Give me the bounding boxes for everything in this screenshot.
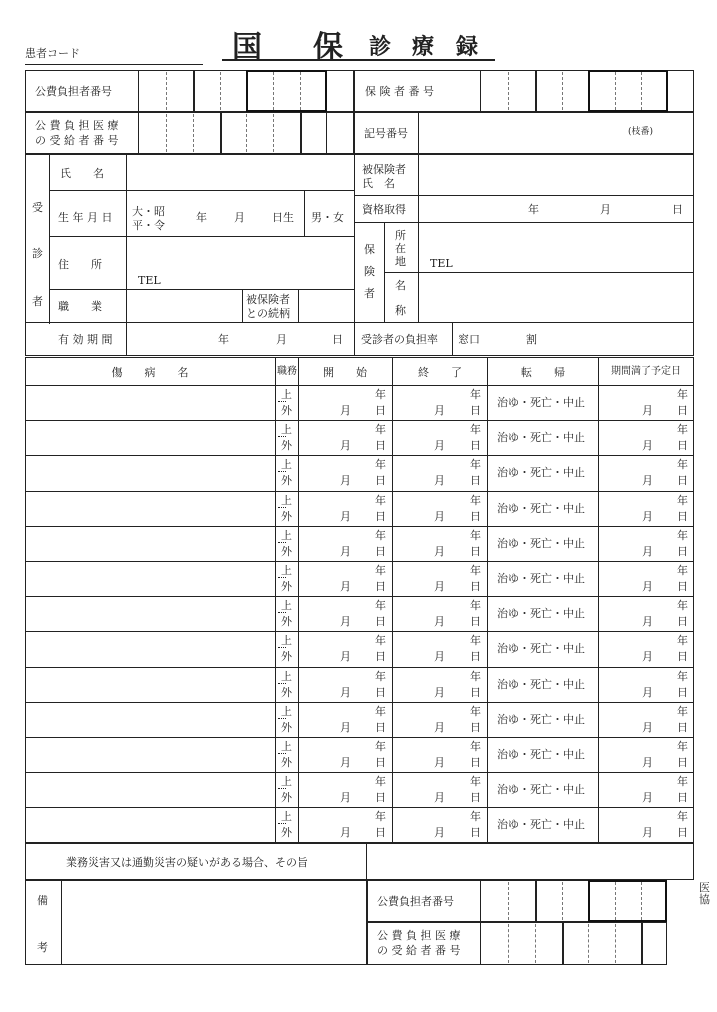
expiry-day-label: 日 <box>677 544 688 558</box>
insurer-number-check-box[interactable] <box>588 70 668 112</box>
end-month-label: 月 <box>434 756 445 769</box>
header-expiry: 期間満了予定日 <box>611 366 681 377</box>
expiry-month-label: 月 <box>642 580 653 593</box>
end-day-label: 日 <box>470 615 481 629</box>
disease-row <box>25 631 694 666</box>
end-year-label: 年 <box>470 423 481 437</box>
duty-dot <box>278 647 286 648</box>
expiry-year-label: 年 <box>677 669 688 683</box>
qualification-month-label: 月 <box>600 203 611 216</box>
end-day-label: 日 <box>470 509 481 523</box>
expiry-year-label: 年 <box>677 423 688 437</box>
start-year-label: 年 <box>375 458 386 472</box>
outcome-options: 治ゆ・死亡・中止 <box>497 712 585 726</box>
ins-side-char-3: 者 <box>364 287 375 300</box>
end-month-label: 月 <box>434 650 445 664</box>
namecol-char-1: 名 <box>395 279 406 292</box>
duty-lower-label: 外 <box>281 791 292 805</box>
expiry-month-label: 月 <box>642 439 653 453</box>
expiry-month-label: 月 <box>642 756 653 769</box>
location-char-1: 所 <box>395 229 406 242</box>
start-month-label: 月 <box>340 791 351 805</box>
header-disease-name: 傷 病 名 <box>111 366 189 379</box>
expiry-month-label: 月 <box>642 544 653 558</box>
header-start: 開 始 <box>323 366 367 379</box>
patient-side-char-3: 者 <box>32 295 43 308</box>
patient-side-char-1: 受 <box>32 201 43 214</box>
disease-row <box>25 561 694 596</box>
end-day-label: 日 <box>470 826 481 840</box>
expiry-month-label: 月 <box>642 720 653 734</box>
duty-upper-label: 上 <box>281 740 292 753</box>
birth-month-label: 月 <box>234 211 245 224</box>
expiry-year-label: 年 <box>677 493 688 507</box>
start-year-label: 年 <box>375 704 386 718</box>
qualification-label: 資格取得 <box>362 203 406 216</box>
remarks-label-bottom: 考 <box>37 941 48 954</box>
duty-dot <box>278 612 286 613</box>
start-year-label: 年 <box>375 740 386 753</box>
title-char-5: 録 <box>456 34 479 60</box>
end-year-label: 年 <box>470 458 481 472</box>
end-year-label: 年 <box>470 493 481 507</box>
end-day-label: 日 <box>470 439 481 453</box>
disease-row <box>25 807 694 842</box>
patient-side-char-2: 診 <box>32 247 43 260</box>
header-duty: 職務 <box>277 366 297 377</box>
window-label: 窓口 <box>458 333 480 346</box>
remarks-recipient-line-2: の 受 給 者 番 号 <box>377 944 461 957</box>
start-month-label: 月 <box>340 756 351 769</box>
ins-side-char-1: 保 <box>364 243 375 256</box>
relation-line-2: との続柄 <box>246 307 290 320</box>
duty-dot <box>278 471 286 472</box>
disease-row <box>25 385 694 420</box>
disease-row-divider <box>25 491 694 492</box>
duty-dot <box>278 788 286 789</box>
era-line-2: 平・令 <box>132 219 165 232</box>
duty-dot <box>278 436 286 437</box>
expiry-day-label: 日 <box>677 685 688 699</box>
expiry-day-label: 日 <box>677 404 688 417</box>
era-line-1: 大・昭 <box>132 205 165 218</box>
side-mark-2: 協 <box>699 893 710 906</box>
expiry-year-label: 年 <box>677 704 688 718</box>
outcome-options: 治ゆ・死亡・中止 <box>497 783 585 797</box>
expiry-day-label: 日 <box>677 720 688 734</box>
end-year-label: 年 <box>470 564 481 577</box>
disease-row <box>25 702 694 737</box>
header-outcome: 転 帰 <box>521 366 565 379</box>
end-month-label: 月 <box>434 791 445 805</box>
disease-row <box>25 420 694 455</box>
duty-upper-label: 上 <box>281 775 292 789</box>
expiry-year-label: 年 <box>677 740 688 753</box>
end-month-label: 月 <box>434 615 445 629</box>
start-day-label: 日 <box>375 509 386 523</box>
end-day-label: 日 <box>470 474 481 488</box>
outcome-options: 治ゆ・死亡・中止 <box>497 748 585 761</box>
end-day-label: 日 <box>470 404 481 417</box>
duty-upper-label: 上 <box>281 423 292 437</box>
duty-lower-label: 外 <box>281 509 292 523</box>
end-year-label: 年 <box>470 669 481 683</box>
remarks-label-top: 備 <box>37 894 48 907</box>
duty-upper-label: 上 <box>281 528 292 542</box>
duty-lower-label: 外 <box>281 685 292 699</box>
duty-upper-label: 上 <box>281 704 292 718</box>
start-month-label: 月 <box>340 404 351 417</box>
duty-upper-label: 上 <box>281 599 292 613</box>
start-month-label: 月 <box>340 544 351 558</box>
disease-row-divider <box>25 631 694 632</box>
start-day-label: 日 <box>375 580 386 593</box>
end-day-label: 日 <box>470 580 481 593</box>
outcome-options: 治ゆ・死亡・中止 <box>497 501 585 515</box>
end-year-label: 年 <box>470 388 481 401</box>
expiry-year-label: 年 <box>677 810 688 824</box>
disease-row <box>25 455 694 490</box>
expiry-day-label: 日 <box>677 615 688 629</box>
name-label: 氏 名 <box>60 167 104 180</box>
duty-lower-label: 外 <box>281 544 292 558</box>
duty-lower-label: 外 <box>281 474 292 488</box>
duty-lower-label: 外 <box>281 756 292 769</box>
start-month-label: 月 <box>340 685 351 699</box>
occupation-label: 職 業 <box>58 300 102 313</box>
title-char-1: 国 <box>232 30 264 65</box>
disease-row <box>25 772 694 807</box>
start-day-label: 日 <box>375 756 386 769</box>
expiry-month-label: 月 <box>642 404 653 417</box>
duty-dot <box>278 823 286 824</box>
disease-row-divider <box>25 702 694 703</box>
start-month-label: 月 <box>340 580 351 593</box>
start-year-label: 年 <box>375 775 386 789</box>
qualification-day-label: 日 <box>672 203 683 216</box>
end-year-label: 年 <box>470 810 481 824</box>
title-char-3: 診 <box>369 34 392 60</box>
disease-row-divider <box>25 772 694 773</box>
start-year-label: 年 <box>375 669 386 683</box>
title-char-4: 療 <box>412 34 435 60</box>
outcome-options: 治ゆ・死亡・中止 <box>497 466 585 480</box>
duty-dot <box>278 753 286 754</box>
remarks-box <box>25 880 367 965</box>
patient-code-underline <box>25 64 203 65</box>
end-day-label: 日 <box>470 650 481 664</box>
start-month-label: 月 <box>340 439 351 453</box>
start-year-label: 年 <box>375 634 386 648</box>
address-tel-label: TEL <box>138 274 161 287</box>
expiry-day-label: 日 <box>677 439 688 453</box>
disease-row-divider <box>25 420 694 421</box>
start-year-label: 年 <box>375 528 386 542</box>
end-day-label: 日 <box>470 791 481 805</box>
end-month-label: 月 <box>434 404 445 417</box>
duty-lower-label: 外 <box>281 439 292 453</box>
end-month-label: 月 <box>434 439 445 453</box>
expiry-year-label: 年 <box>677 634 688 648</box>
disease-row <box>25 526 694 561</box>
expiry-year-label: 年 <box>677 564 688 577</box>
disease-row-divider <box>25 737 694 738</box>
start-day-label: 日 <box>375 720 386 734</box>
start-month-label: 月 <box>340 615 351 629</box>
end-day-label: 日 <box>470 720 481 734</box>
expiry-day-label: 日 <box>677 509 688 523</box>
expiry-month-label: 月 <box>642 650 653 664</box>
outcome-options: 治ゆ・死亡・中止 <box>497 642 585 656</box>
namecol-char-2: 称 <box>395 304 406 317</box>
expiry-day-label: 日 <box>677 474 688 488</box>
start-day-label: 日 <box>375 439 386 453</box>
title-char-2: 保 <box>313 30 345 65</box>
end-year-label: 年 <box>470 528 481 542</box>
start-year-label: 年 <box>375 564 386 577</box>
start-month-label: 月 <box>340 650 351 664</box>
end-month-label: 月 <box>434 580 445 593</box>
outcome-options: 治ゆ・死亡・中止 <box>497 572 585 585</box>
ins-side-char-2: 険 <box>364 265 375 278</box>
birth-day-label: 日生 <box>272 211 294 224</box>
start-day-label: 日 <box>375 826 386 840</box>
wari-label: 割 <box>526 333 537 346</box>
expiry-year-label: 年 <box>677 599 688 613</box>
expiry-day-label: 日 <box>677 650 688 664</box>
symbol-number-label: 記号番号 <box>364 127 408 140</box>
end-day-label: 日 <box>470 685 481 699</box>
duty-dot <box>278 683 286 684</box>
start-day-label: 日 <box>375 474 386 488</box>
end-year-label: 年 <box>470 634 481 648</box>
valid-year-label: 年 <box>218 333 229 346</box>
end-day-label: 日 <box>470 544 481 558</box>
start-day-label: 日 <box>375 404 386 417</box>
occupational-label: 業務災害又は通勤災害の疑いがある場合、その旨 <box>66 856 308 869</box>
end-month-label: 月 <box>434 544 445 558</box>
duty-upper-label: 上 <box>281 564 292 577</box>
disease-row-divider <box>25 667 694 668</box>
title-underline <box>222 59 495 61</box>
disease-row <box>25 491 694 526</box>
start-month-label: 月 <box>340 826 351 840</box>
relation-line-1: 被保険者 <box>246 293 290 306</box>
start-day-label: 日 <box>375 615 386 629</box>
expiry-year-label: 年 <box>677 775 688 789</box>
disease-row <box>25 737 694 772</box>
public-payer-label: 公費負担者番号 <box>35 85 112 98</box>
end-year-label: 年 <box>470 704 481 718</box>
end-year-label: 年 <box>470 740 481 753</box>
start-month-label: 月 <box>340 509 351 523</box>
valid-month-label: 月 <box>276 333 287 346</box>
expiry-month-label: 月 <box>642 685 653 699</box>
duty-dot <box>278 401 286 402</box>
remarks-payer-check-box[interactable] <box>588 880 667 922</box>
location-char-3: 地 <box>395 255 406 268</box>
expiry-year-label: 年 <box>677 458 688 472</box>
burden-ratio-label: 受診者の負担率 <box>361 333 438 346</box>
disease-row-divider <box>25 596 694 597</box>
outcome-options: 治ゆ・死亡・中止 <box>497 677 585 691</box>
patient-code-label: 患者コード <box>25 47 80 60</box>
duty-upper-label: 上 <box>281 669 292 683</box>
birth-label: 生 年 月 日 <box>58 211 113 224</box>
insured-name-line-2: 氏 名 <box>362 177 395 190</box>
duty-dot <box>278 542 286 543</box>
duty-upper-label: 上 <box>281 634 292 648</box>
expiry-year-label: 年 <box>677 388 688 401</box>
remarks-recipient-line-1: 公 費 負 担 医 療 <box>377 929 461 942</box>
disease-row-divider <box>25 561 694 562</box>
end-year-label: 年 <box>470 775 481 789</box>
start-year-label: 年 <box>375 493 386 507</box>
expiry-day-label: 日 <box>677 756 688 769</box>
qualification-year-label: 年 <box>528 203 539 216</box>
end-month-label: 月 <box>434 685 445 699</box>
public-payer-check-box[interactable] <box>246 70 327 112</box>
start-year-label: 年 <box>375 810 386 824</box>
address-label: 住 所 <box>58 258 102 271</box>
disease-row <box>25 596 694 631</box>
branch-number-label: (枝番) <box>628 127 654 137</box>
expiry-year-label: 年 <box>677 528 688 542</box>
expiry-month-label: 月 <box>642 509 653 523</box>
start-month-label: 月 <box>340 720 351 734</box>
expiry-month-label: 月 <box>642 615 653 629</box>
header-end: 終 了 <box>418 366 462 379</box>
outcome-options: 治ゆ・死亡・中止 <box>497 396 585 409</box>
duty-upper-label: 上 <box>281 388 292 401</box>
insurer-number-label: 保 険 者 番 号 <box>365 85 434 98</box>
duty-upper-label: 上 <box>281 458 292 472</box>
start-day-label: 日 <box>375 544 386 558</box>
public-recipient-label-1: 公 費 負 担 医 療 <box>35 119 119 132</box>
start-day-label: 日 <box>375 650 386 664</box>
start-year-label: 年 <box>375 388 386 401</box>
start-year-label: 年 <box>375 599 386 613</box>
duty-dot <box>278 577 286 578</box>
outcome-options: 治ゆ・死亡・中止 <box>497 431 585 445</box>
end-month-label: 月 <box>434 826 445 840</box>
outcome-options: 治ゆ・死亡・中止 <box>497 536 585 550</box>
disease-row-divider <box>25 526 694 527</box>
expiry-month-label: 月 <box>642 826 653 840</box>
location-char-2: 在 <box>395 242 406 255</box>
disease-row-divider <box>25 807 694 808</box>
end-month-label: 月 <box>434 720 445 734</box>
duty-dot <box>278 718 286 719</box>
disease-row <box>25 667 694 702</box>
start-month-label: 月 <box>340 474 351 488</box>
start-day-label: 日 <box>375 791 386 805</box>
sex-label: 男・女 <box>311 211 344 224</box>
start-day-label: 日 <box>375 685 386 699</box>
duty-lower-label: 外 <box>281 580 292 593</box>
start-year-label: 年 <box>375 423 386 437</box>
expiry-month-label: 月 <box>642 791 653 805</box>
expiry-month-label: 月 <box>642 474 653 488</box>
duty-lower-label: 外 <box>281 650 292 664</box>
end-month-label: 月 <box>434 474 445 488</box>
duty-lower-label: 外 <box>281 404 292 417</box>
duty-upper-label: 上 <box>281 810 292 824</box>
expiry-day-label: 日 <box>677 791 688 805</box>
remarks-payer-label: 公費負担者番号 <box>377 895 454 908</box>
birth-year-label: 年 <box>196 211 207 224</box>
valid-day-label: 日 <box>332 333 343 346</box>
insured-name-line-1: 被保険者 <box>362 163 406 176</box>
duty-dot <box>278 507 286 508</box>
expiry-day-label: 日 <box>677 580 688 593</box>
end-year-label: 年 <box>470 599 481 613</box>
duty-lower-label: 外 <box>281 826 292 840</box>
outcome-options: 治ゆ・死亡・中止 <box>497 818 585 832</box>
disease-row-divider <box>25 455 694 456</box>
end-day-label: 日 <box>470 756 481 769</box>
valid-period-label: 有 効 期 間 <box>58 333 113 346</box>
duty-lower-label: 外 <box>281 720 292 734</box>
side-mark-1: 医 <box>699 881 710 894</box>
expiry-day-label: 日 <box>677 826 688 840</box>
duty-upper-label: 上 <box>281 493 292 507</box>
location-tel-label: TEL <box>430 257 453 270</box>
outcome-options: 治ゆ・死亡・中止 <box>497 607 585 621</box>
duty-lower-label: 外 <box>281 615 292 629</box>
public-recipient-label-2: の 受 給 者 番 号 <box>35 134 119 147</box>
end-month-label: 月 <box>434 509 445 523</box>
